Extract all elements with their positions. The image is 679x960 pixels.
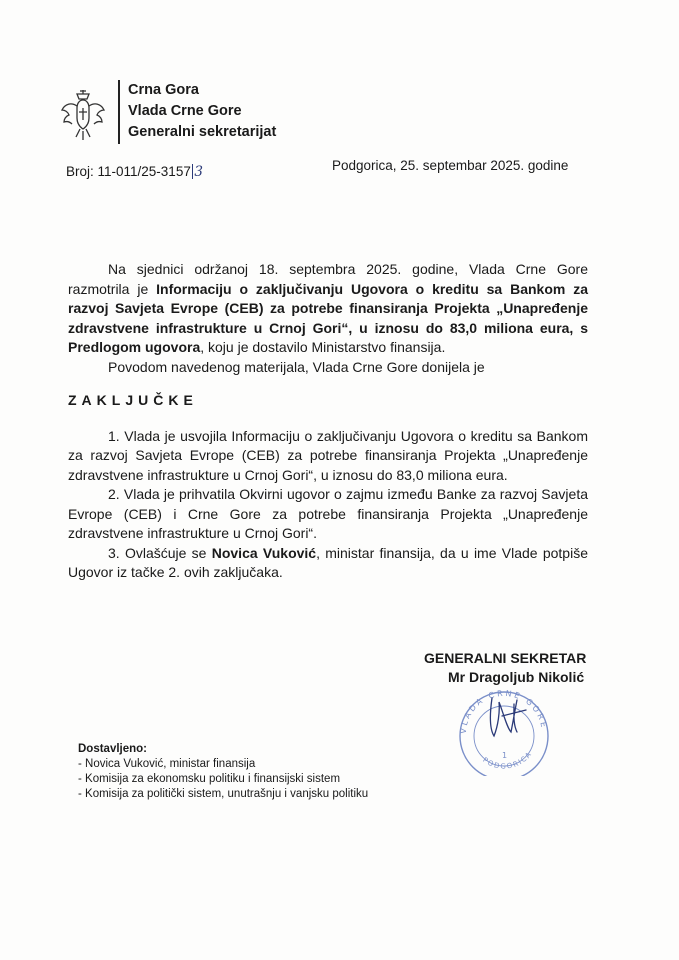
conclusion-1: 1. Vlada je usvojila Informaciju o zaključivanju Ugovora o kreditu sa Bankom za razvoj Savjeta Evrope (CEB) za potrebe finansiranja Projekta „Unapređenje zdravstvene infrastrukture u Crnoj Gori“, u iznosu do 83,0 miliona eura. <box>68 427 588 483</box>
coat-of-arms-icon <box>60 88 106 144</box>
intro-text-start: Na sjednici održanoj 18. septembra 2025. godine, Vlada Crne Gore razmotrila je <box>68 261 588 297</box>
official-stamp <box>444 676 564 776</box>
place-and-date: Podgorica, 25. septembar 2025. godine <box>332 158 569 173</box>
conclusion-3 <box>68 544 588 583</box>
stamp-top-text: VLADA CRNE GORE <box>458 688 549 735</box>
intro-text-end: , koju je dostavilo Ministarstvo finansija. <box>200 339 446 355</box>
institution-header <box>128 80 276 143</box>
document-number <box>66 164 203 180</box>
document-body <box>68 260 588 583</box>
header-government: Vlada Crne Gore <box>128 103 242 119</box>
distribution-item: - Komisija za politički sistem, unutrašnju i vanjsku politiku <box>78 788 369 800</box>
distribution-item: - Novica Vuković, ministar finansija <box>78 758 256 770</box>
distribution-item: - Komisija za ekonomsku politiku i finansijski sistem <box>78 773 341 785</box>
conclusions-heading: ZAKLJUČKE <box>68 392 198 408</box>
conclusion-3-start: 3. Ovlašćuje se <box>108 544 212 561</box>
document-number-label: Broj: 11-011/25-3157 <box>66 164 191 179</box>
intro-paragraph <box>68 260 588 358</box>
distribution-list <box>78 742 368 802</box>
conclusion-3-bold: Novica Vuković <box>211 544 317 561</box>
header-divider <box>118 80 120 144</box>
intro-text-bold: Informaciju o zaključivanju Ugovora o kreditu sa Bankom za razvoj Savjeta Evrope (CEB) za potrebe finansiranja Projekta „Unapređenje zdravstvene infrastrukture u Crnoj Gori“, u iznosu do 83,0 miliona eura, s Predlogom ugovora <box>68 280 589 355</box>
stamp-number: 1 <box>502 751 508 760</box>
decision-paragraph: Povodom navedenog materijala, Vlada Crne Gore donijela je <box>108 358 485 375</box>
handwritten-signature <box>490 698 526 736</box>
conclusion-3-end: , ministar finansija, da u ime Vlade potpiše Ugovor iz tačke 2. ovih zaključaka. <box>68 544 588 580</box>
signature-title: GENERALNI SEKRETAR <box>424 650 587 666</box>
distribution-title: Dostavljeno: <box>78 743 148 755</box>
handwritten-digit: 3 <box>194 164 203 180</box>
header-country: Crna Gora <box>128 82 199 98</box>
conclusion-2: 2. Vlada je prihvatila Okvirni ugovor o zajmu između Banke za razvoj Savjeta Evrope (CEB) i Crne Gore za potrebe finansiranja Projekta „Unapređenje zdravstvene infrastrukture u Crnoj Gori“. <box>68 486 588 541</box>
signatory-name: Mr Dragoljub Nikolić <box>448 669 585 685</box>
header-secretariat: Generalni sekretarijat <box>128 124 277 140</box>
stamp-bottom-text: PODGORICA <box>481 749 534 771</box>
